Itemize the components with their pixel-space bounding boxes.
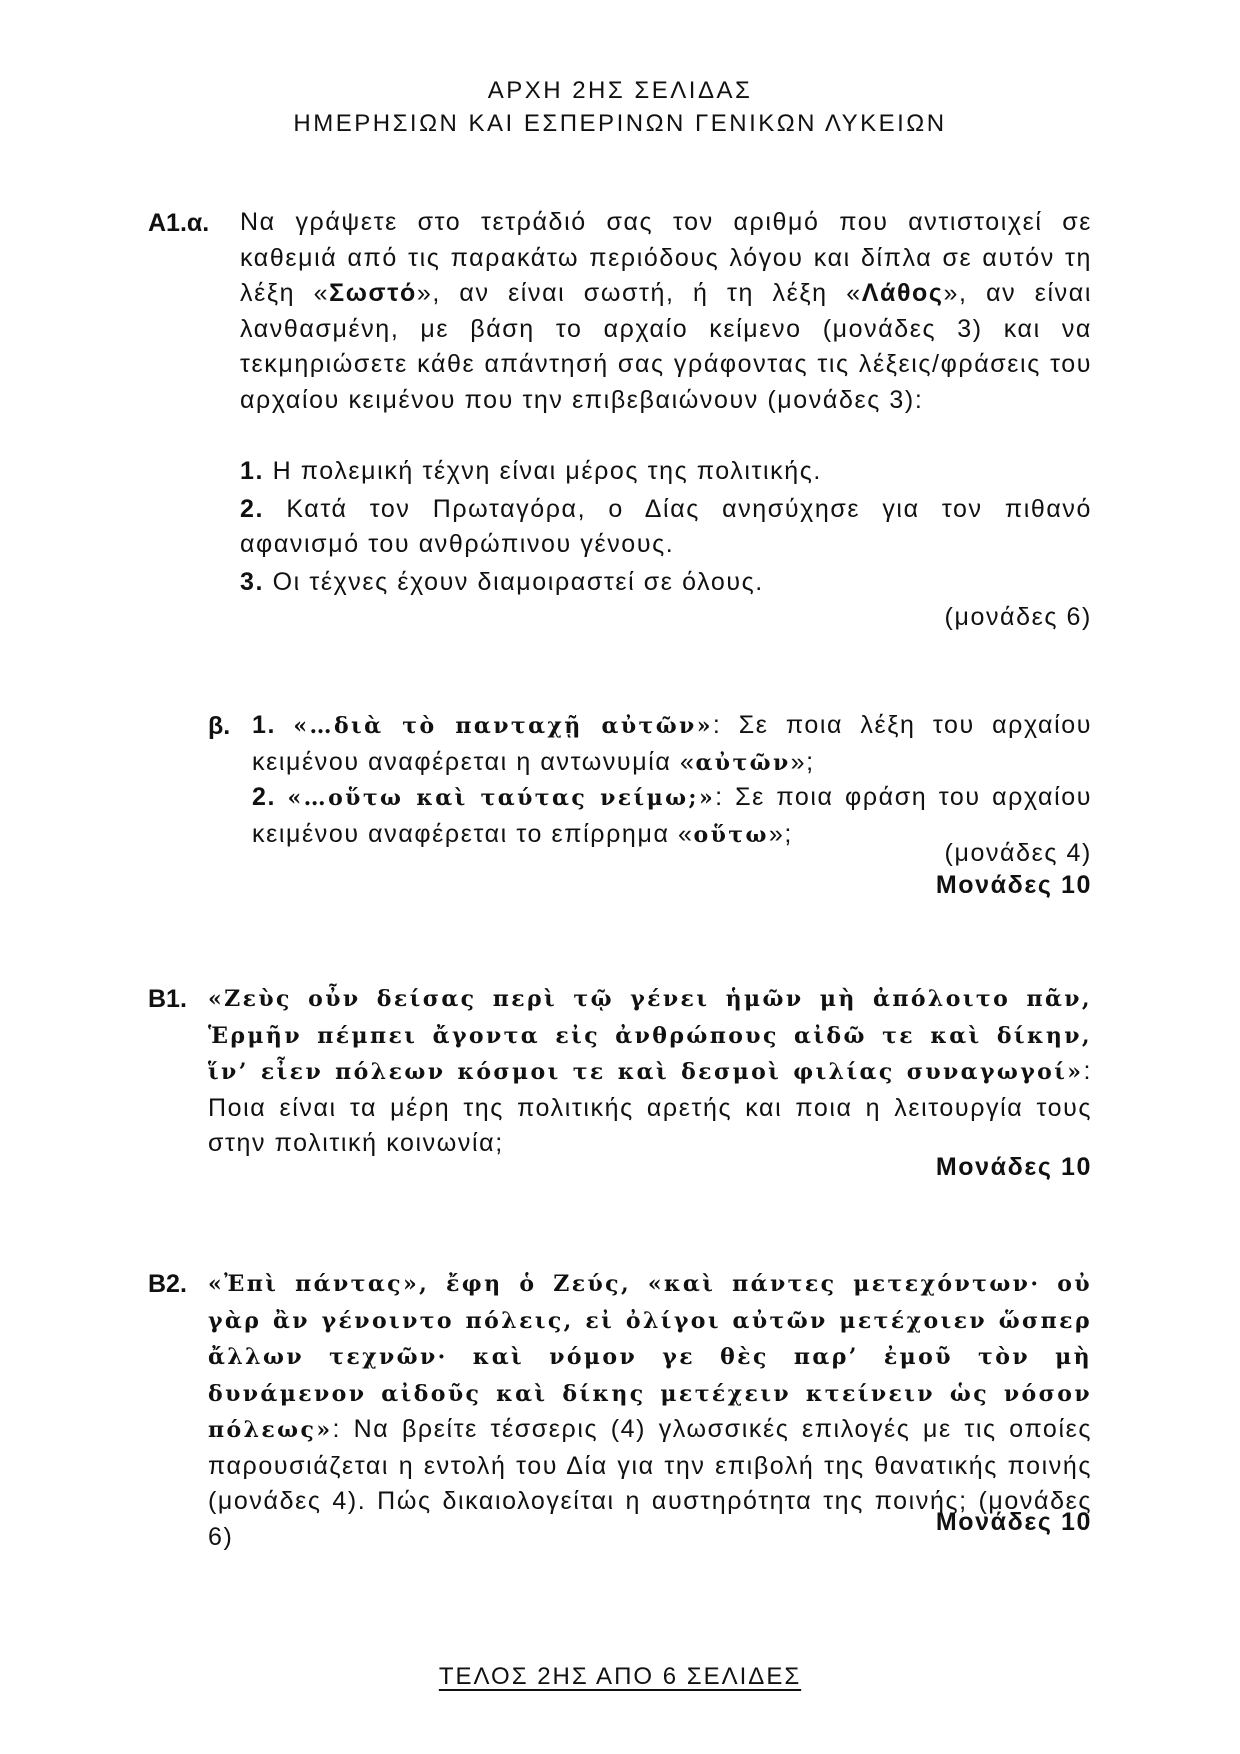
b-q2-text: : Σε ποια φράση του αρχαίου κειμένου αναφέρεται το επίρρημα « xyxy=(252,783,1093,848)
b2-quote: «Ἐπὶ πάντας», ἔφη ὁ Ζεύς, «καὶ πάντες μετεχόντων· οὐ γὰρ ἂν γένοιντο πόλεις, εἰ ὀλίγοι αὐτῶν μετέχοιεν ὥσπερ ἄλλων τεχνῶν· καὶ νόμον γε θὲς παρ’ ἐμοῦ τὸν μὴ δυνάμενον αἰδοῦς καὶ δίκης μετέχειν κτείνειν ὡς νόσον πόλεως» xyxy=(208,1271,1092,1443)
b1-total: Μονάδες 10 xyxy=(935,1153,1092,1181)
b-q1-text: : Σε ποια λέξη του αρχαίου κειμένου αναφέρεται η αντωνυμία « xyxy=(252,711,1093,776)
b-q1-word: αὐτῶν xyxy=(695,749,791,776)
b-q2-num: 2. xyxy=(252,783,277,811)
b1-quote: «Ζεὺς οὖν δείσας περὶ τῷ γένει ἡμῶν μὴ ἀπόλοιτο πᾶν, Ἑρμῆν πέμπει ἄγοντα εἰς ἀνθρώπους αἰδῶ τε καὶ δίκην, ἵν’ εἶεν πόλεων κόσμοι τε καὶ δεσμοὶ φιλίας συναγωγοί» xyxy=(208,986,1092,1085)
b1-text: : Ποια είναι τα μέρη της πολιτικής αρετής και ποια η λειτουργία τους στην πολιτική κοινωνία; xyxy=(208,1057,1092,1157)
question-a1-intro xyxy=(240,205,1092,418)
a1-item: 1. Η πολεμική τέχνη είναι μέρος της πολιτικής. xyxy=(240,457,822,485)
question-b1-label: Β1. xyxy=(148,985,187,1013)
page-header xyxy=(0,74,1240,140)
b-marks: (μονάδες 4) xyxy=(944,839,1092,867)
b-total: Μονάδες 10 xyxy=(935,871,1092,899)
question-b1-text xyxy=(208,981,1092,1162)
a1-item-list xyxy=(240,454,1092,600)
b2-total: Μονάδες 10 xyxy=(935,1508,1092,1536)
b-q1-num: 1. xyxy=(252,711,277,739)
a1-intro-part-1: Να γράψετε στο τετράδιό σας τον αριθμό που αντιστοιχεί σε καθεμιά από τις παρακάτω περιόδους λόγου και δίπλα σε αυτόν τη λέξη « xyxy=(240,208,1092,307)
header-line-1: ΑΡΧΗ 2ΗΣ ΣΕΛΙΔΑΣ xyxy=(487,77,753,104)
header-line-2: ΗΜΕΡΗΣΙΩΝ ΚΑΙ ΕΣΠΕΡΙΝΩΝ ΓΕΝΙΚΩΝ ΛΥΚΕΙΩΝ xyxy=(293,110,947,137)
question-b-part-2: 2. «…οὕτω καὶ ταύτας νείμω;»: Σε ποια φράση του αρχαίου κειμένου αναφέρεται το επίρρημα «οὕτω»; xyxy=(252,783,1093,848)
a1-lathos: Λάθος xyxy=(861,279,944,307)
a1-item: 3. Οι τέχνες έχουν διαμοιραστεί σε όλους. xyxy=(240,567,764,596)
a1-marks: (μονάδες 6) xyxy=(944,603,1092,631)
b-q2-word: οὕτω xyxy=(693,821,769,848)
a1-item: 2. Κατά τον Πρωταγόρα, ο Δίας ανησύχησε για τον πιθανό αφανισμό του ανθρώπινου γένους. xyxy=(240,494,1093,558)
b2-text: : Να βρείτε τέσσερις (4) γλωσσικές επιλογές με τις οποίες παρουσιάζεται η εντολή του Δία για την επιβολή της θανατικής ποινής (μονάδες 4). Πώς δικαιολογείται η αυστηρότητα της ποινής; (μονάδες 6) xyxy=(208,1415,1092,1551)
footer-text: ΤΕΛΟΣ 2ΗΣ ΑΠΟ 6 ΣΕΛΙΔΕΣ xyxy=(438,1663,802,1690)
question-b2-label: Β2. xyxy=(148,1270,187,1298)
a1-intro-part-3: », αν είναι λανθασμένη, με βάση το αρχαίο κείμενο (μονάδες 3) και να τεκμηριώσετε κάθε απάντησή σας γράφοντας τις λέξεις/φράσεις του αρχαίου κειμένου που την επιβεβαιώνουν (μονάδες 3): xyxy=(240,279,1092,414)
question-b-label: β. xyxy=(208,712,231,740)
question-b-part-1: 1. «…διὰ τὸ πανταχῇ αὐτῶν»: Σε ποια λέξη του αρχαίου κειμένου αναφέρεται η αντωνυμία «αὐτῶν»; xyxy=(252,711,1093,776)
question-a1-label: Α1.α. xyxy=(148,209,210,237)
page-footer xyxy=(0,1663,1240,1691)
a1-sosto: Σωστό xyxy=(329,279,417,307)
a1-intro-part-2: », αν είναι σωστή, ή τη λέξη « xyxy=(416,279,862,307)
b-q2-quote: «…οὕτω καὶ ταύτας νείμω;» xyxy=(287,785,716,811)
b-q1-quote: «…διὰ τὸ πανταχῇ αὐτῶν» xyxy=(293,713,713,739)
